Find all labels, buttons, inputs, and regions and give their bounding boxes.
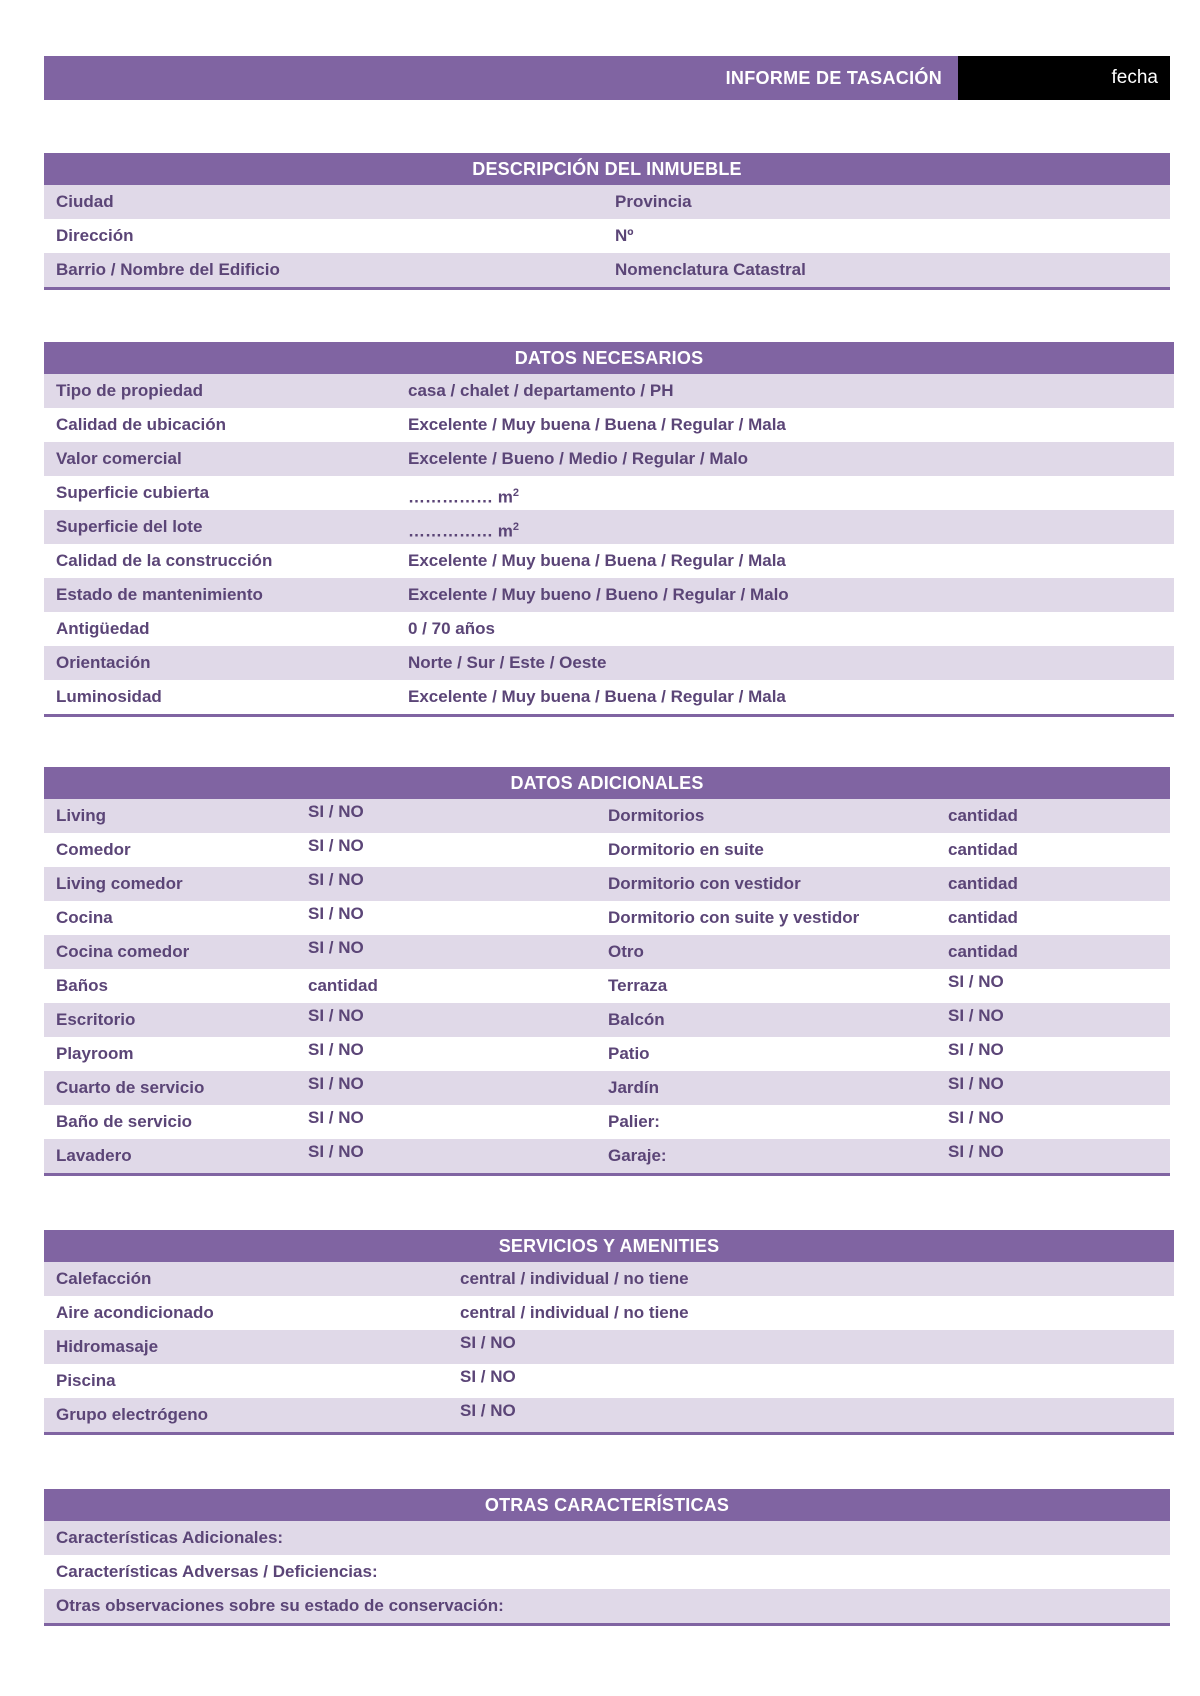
superscript: 2 — [512, 487, 519, 499]
section-servicios — [44, 1230, 1174, 1435]
field-label: Aire acondicionado — [56, 1303, 214, 1322]
field-label: Estado de mantenimiento — [56, 585, 263, 604]
field-label: Superficie del lote — [56, 517, 203, 536]
field-value[interactable]: cantidad — [948, 908, 1018, 927]
table-row — [44, 1105, 1170, 1139]
superscript: 2 — [512, 521, 519, 533]
section-datos-necesarios — [44, 342, 1174, 717]
table-row — [44, 646, 1174, 680]
section-descripcion — [44, 153, 1170, 290]
table-row — [44, 219, 1170, 253]
field-value[interactable]: SI / NO — [948, 1142, 1004, 1161]
field-value[interactable]: SI / NO — [948, 1040, 1004, 1059]
field-label[interactable]: Otras observaciones sobre su estado de conservación: — [56, 1596, 504, 1615]
table-row — [44, 578, 1174, 612]
table-row — [44, 680, 1174, 714]
field-options[interactable]: casa / chalet / departamento / PH — [408, 381, 674, 400]
field-value[interactable]: central / individual / no tiene — [460, 1303, 689, 1322]
field-value[interactable]: SI / NO — [308, 1040, 364, 1059]
table-row — [44, 544, 1174, 578]
field-options[interactable]: Excelente / Bueno / Medio / Regular / Malo — [408, 449, 749, 468]
table-row — [44, 1398, 1174, 1432]
field-value[interactable]: cantidad — [948, 806, 1018, 825]
field-value[interactable]: cantidad — [308, 976, 378, 995]
field-label: Superficie cubierta — [56, 483, 210, 502]
table-row — [44, 510, 1174, 544]
field-label: Dormitorio en suite — [608, 840, 764, 859]
field-label: Orientación — [56, 653, 151, 672]
field-value[interactable]: SI / NO — [308, 1074, 364, 1093]
field-label: Provincia — [615, 192, 692, 211]
field-label: Playroom — [56, 1044, 134, 1063]
field-label: Calefacción — [56, 1269, 152, 1288]
field-options[interactable]: Norte / Sur / Este / Oeste — [408, 653, 607, 672]
field-label: Antigüedad — [56, 619, 150, 638]
section-title-adicionales: DATOS ADICIONALES — [44, 767, 1170, 799]
field-label: Piscina — [56, 1371, 116, 1390]
field-value[interactable]: SI / NO — [948, 1108, 1004, 1127]
field-label: Lavadero — [56, 1146, 132, 1165]
field-label: Dormitorio con suite y vestidor — [608, 908, 860, 927]
section-title-servicios: SERVICIOS Y AMENITIES — [44, 1230, 1174, 1262]
field-label: Jardín — [608, 1078, 660, 1097]
table-row — [44, 185, 1170, 219]
table-row — [44, 612, 1174, 646]
table-row — [44, 799, 1170, 833]
field-options[interactable]: Excelente / Muy buena / Buena / Regular / Mala — [408, 687, 786, 706]
section-title-necesarios: DATOS NECESARIOS — [44, 342, 1174, 374]
table-row — [44, 1037, 1170, 1071]
table-row — [44, 1071, 1170, 1105]
table-row — [44, 1589, 1170, 1623]
field-value[interactable]: cantidad — [948, 840, 1018, 859]
field-label: Escritorio — [56, 1010, 136, 1029]
field-value[interactable]: SI / NO — [308, 1142, 364, 1161]
field-value[interactable]: SI / NO — [460, 1333, 516, 1352]
field-options[interactable]: …………… $m^2$ — [408, 487, 519, 507]
field-value[interactable]: cantidad — [948, 942, 1018, 961]
field-value[interactable]: SI / NO — [948, 1074, 1004, 1093]
field-label: Tipo de propiedad — [56, 381, 204, 400]
field-value[interactable]: SI / NO — [308, 802, 364, 821]
field-value[interactable]: SI / NO — [308, 1108, 364, 1127]
field-label: Palier: — [608, 1112, 660, 1131]
field-value[interactable]: central / individual / no tiene — [460, 1269, 689, 1288]
section-title-descripcion: DESCRIPCIÓN DEL INMUEBLE — [44, 153, 1170, 185]
field-label: Dormitorios — [608, 806, 705, 825]
field-value[interactable]: SI / NO — [308, 904, 364, 923]
report-title: INFORME DE TASACIÓN — [725, 68, 942, 88]
section-title-otras: OTRAS CARACTERÍSTICAS — [44, 1489, 1170, 1521]
table-row — [44, 833, 1170, 867]
table-row — [44, 253, 1170, 287]
field-label: Otro — [608, 942, 644, 961]
table-row — [44, 442, 1174, 476]
field-value[interactable]: cantidad — [948, 874, 1018, 893]
field-value[interactable]: SI / NO — [948, 1006, 1004, 1025]
field-label: Comedor — [56, 840, 131, 859]
field-label: Cocina comedor — [56, 942, 190, 961]
field-value[interactable]: SI / NO — [948, 972, 1004, 991]
field-options[interactable]: Excelente / Muy buena / Buena / Regular / Mala — [408, 415, 786, 434]
field-label: Nomenclatura Catastral — [615, 260, 806, 279]
table-row — [44, 1364, 1174, 1398]
table-row — [44, 408, 1174, 442]
field-label: Grupo electrógeno — [56, 1405, 209, 1424]
field-options[interactable]: Excelente / Muy buena / Buena / Regular / Mala — [408, 551, 786, 570]
field-value[interactable]: SI / NO — [308, 1006, 364, 1025]
field-label: Dormitorio con vestidor — [608, 874, 801, 893]
field-label: Baño de servicio — [56, 1112, 193, 1131]
table-row — [44, 969, 1170, 1003]
field-label: Valor comercial — [56, 449, 182, 468]
field-label: Cocina — [56, 908, 113, 927]
table-row — [44, 1262, 1174, 1296]
table-row — [44, 867, 1170, 901]
field-value[interactable]: SI / NO — [308, 836, 364, 855]
field-label: Calidad de ubicación — [56, 415, 227, 434]
field-value[interactable]: SI / NO — [308, 870, 364, 889]
field-label: Terraza — [608, 976, 668, 995]
table-row — [44, 1521, 1170, 1555]
field-label: Barrio / Nombre del Edificio — [56, 260, 280, 279]
field-label: Cuarto de servicio — [56, 1078, 205, 1097]
field-label: Baños — [56, 976, 108, 995]
table-row — [44, 476, 1174, 510]
table-row — [44, 374, 1174, 408]
field-label: Garaje: — [608, 1146, 667, 1165]
field-value[interactable]: SI / NO — [460, 1367, 516, 1386]
field-value[interactable]: SI / NO — [460, 1401, 516, 1420]
table-row — [44, 1555, 1170, 1589]
table-row — [44, 901, 1170, 935]
field-label: Nº — [615, 226, 634, 245]
field-label: Hidromasaje — [56, 1337, 159, 1356]
field-label[interactable]: Características Adicionales: — [56, 1528, 284, 1547]
table-row — [44, 935, 1170, 969]
field-label: Luminosidad — [56, 687, 162, 706]
report-header-bar — [44, 56, 1170, 100]
field-label: Dirección — [56, 226, 134, 245]
table-row — [44, 1003, 1170, 1037]
section-datos-adicionales — [44, 767, 1170, 1176]
field-label: Balcón — [608, 1010, 665, 1029]
field-options[interactable]: 0 / 70 años — [408, 619, 495, 638]
table-row — [44, 1296, 1174, 1330]
field-label: Patio — [608, 1044, 650, 1063]
field-value[interactable]: SI / NO — [308, 938, 364, 957]
field-label[interactable]: Características Adversas / Deficiencias: — [56, 1562, 378, 1581]
table-row — [44, 1330, 1174, 1364]
field-label: Living — [56, 806, 107, 825]
table-row — [44, 1139, 1170, 1173]
field-label: Calidad de la construcción — [56, 551, 273, 570]
field-label: Ciudad — [56, 192, 114, 211]
field-options[interactable]: Excelente / Muy bueno / Bueno / Regular / Malo — [408, 585, 789, 604]
field-label: Living comedor — [56, 874, 183, 893]
section-otras — [44, 1489, 1170, 1626]
field-options[interactable]: …………… $m^2$ — [408, 521, 519, 541]
date-field[interactable]: fecha — [958, 56, 1170, 100]
